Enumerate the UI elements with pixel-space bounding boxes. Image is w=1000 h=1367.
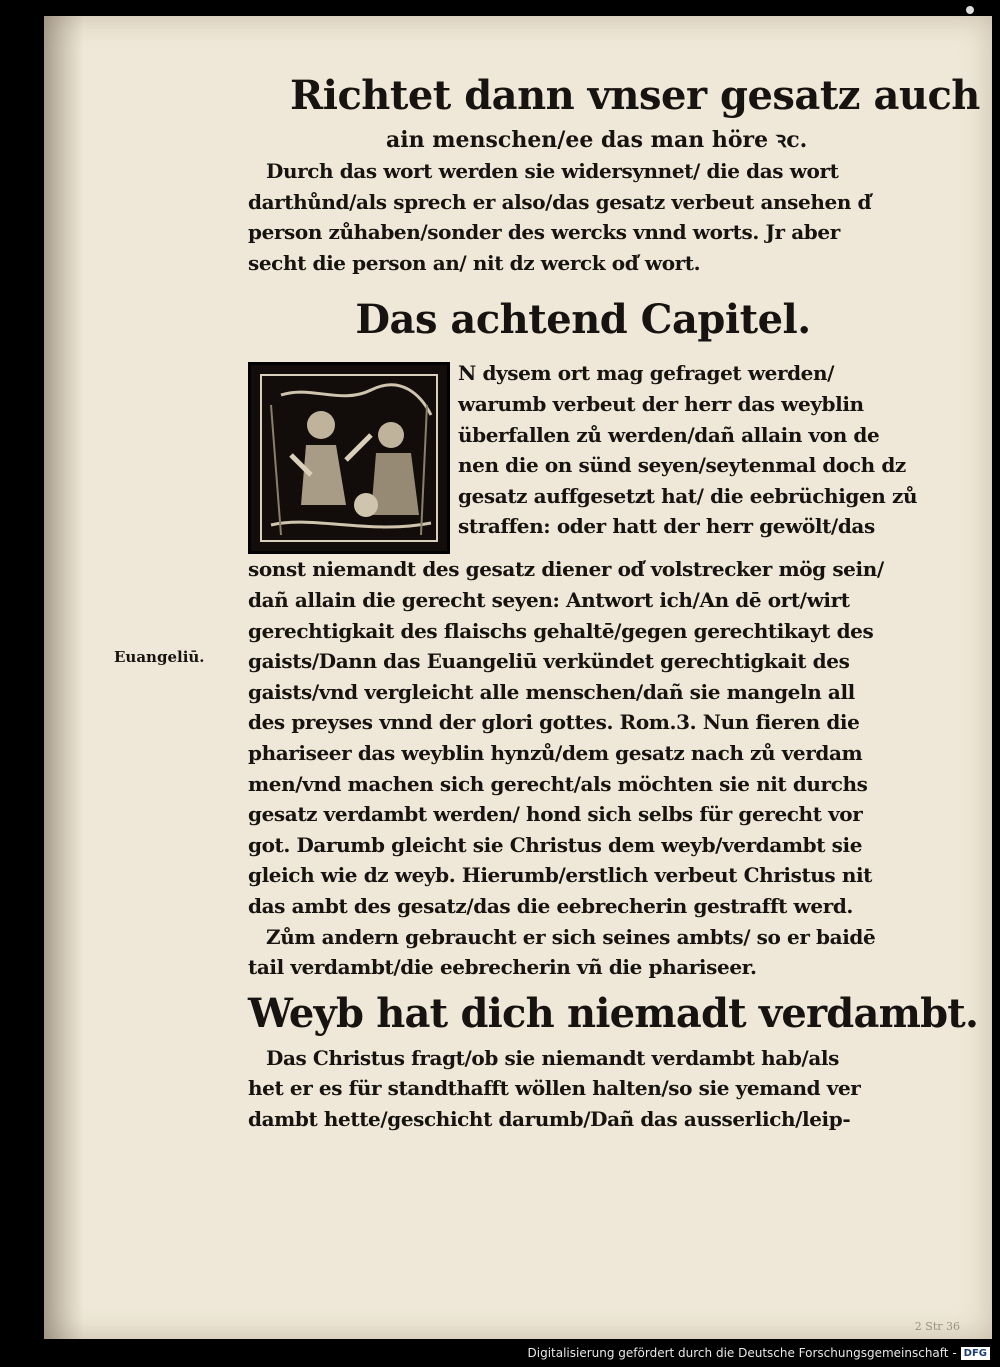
- body-line: got. Darumb gleicht sie Christus dem weyb/verdambt sie: [248, 832, 863, 857]
- initial-line: warumb verbeut der herr das weyblin: [458, 391, 864, 416]
- intro-line: darthůnd/als sprech er also/das gesatz verbeut ansehen d̕: [248, 189, 872, 214]
- body-line: gleich wie dz weyb. Hierumb/erstlich verbeut Christus nit: [248, 863, 873, 888]
- initial-line: nen die on sünd seyen/seytenmal doch dz: [458, 453, 906, 478]
- initial-paragraph: [248, 358, 918, 554]
- initial-line: gesatz auffgesetzt hat/ die eebrüchigen zů: [458, 483, 918, 508]
- heading-line-2: ain menschen/ee das man höre ꝛc.: [386, 127, 808, 153]
- body-line: gerechtigkait des flaischs gehaltē/gegen gerechtikayt des: [248, 618, 874, 643]
- second-paragraph-line: Zům andern gebraucht er sich seines ambts/ so er baidē: [266, 924, 876, 949]
- page-gutter-shadow: [44, 16, 84, 1339]
- marginal-note: Euangeliū.: [114, 648, 205, 666]
- intro-line: person zůhaben/sonder des wercks vnnd worts. Jr aber: [248, 220, 840, 245]
- footer-text: Digitalisierung gefördert durch die Deutsche Forschungsgemeinschaft -: [527, 1346, 957, 1360]
- body-line: das ambt des gesatz/das die eebrecherin gestrafft werd.: [248, 893, 853, 918]
- intro-line: secht die person an/ nit dz werck od̕ wort.: [248, 250, 701, 275]
- final-line: dambt hette/geschicht darumb/Dañ das ausserlich/leip-: [248, 1106, 851, 1131]
- body-line: gaists/vnd vergleicht alle menschen/dañ sie mangeln all: [248, 679, 855, 704]
- shelfmark: 2 Str 36: [914, 1320, 960, 1333]
- body-line: phariseer das weyblin hynzů/dem gesatz nach zů verdam: [248, 740, 863, 765]
- final-line: het er es für standthafft wöllen halten/so sie yemand ver: [248, 1076, 861, 1101]
- intro-line: Durch das wort werden sie widersynnet/ die das wort: [266, 159, 839, 183]
- initial-line: straffen: oder hatt der herr gewölt/das: [458, 514, 875, 539]
- dfg-logo: DFG: [961, 1347, 990, 1360]
- body-line: sonst niemandt des gesatz diener od̕ volstrecker mög sein/: [248, 557, 884, 582]
- body-line: gesatz verdambt werden/ hond sich selbs für gerecht vor: [248, 802, 863, 827]
- scan-corner-mark: [966, 6, 974, 14]
- initial-line: überfallen zů werden/dañ allain von de: [458, 422, 880, 447]
- heading-line-1: Richtet dann vnser gesatz auch: [290, 72, 980, 119]
- initial-line: N dysem ort mag gefraget werden/: [458, 361, 835, 386]
- final-line: Das Christus fragt/ob sie niemandt verdambt hab/als: [266, 1045, 839, 1070]
- second-paragraph-line: tail verdambt/die eebrecherin vñ die phariseer.: [248, 955, 757, 980]
- chapter-title: Das achtend Capitel.: [355, 296, 811, 344]
- body-line: des preyses vnnd der glori gottes. Rom.3. Nun fieren die: [248, 710, 860, 735]
- body-line: dañ allain die gerecht seyen: Antwort ich/An dē ort/wirt: [248, 587, 850, 612]
- page-text: [248, 70, 980, 1134]
- body-line: gaists/Dann das Euangeliū verkündet gerechtigkait des: [248, 649, 850, 674]
- footer-bar: [0, 1339, 1000, 1367]
- woodcut-initial-image: [248, 362, 450, 554]
- body-line: men/vnd machen sich gerecht/als möchten sie nit durchs: [248, 771, 868, 796]
- section-heading: Weyb hat dich niemadt verdambt.: [248, 989, 979, 1037]
